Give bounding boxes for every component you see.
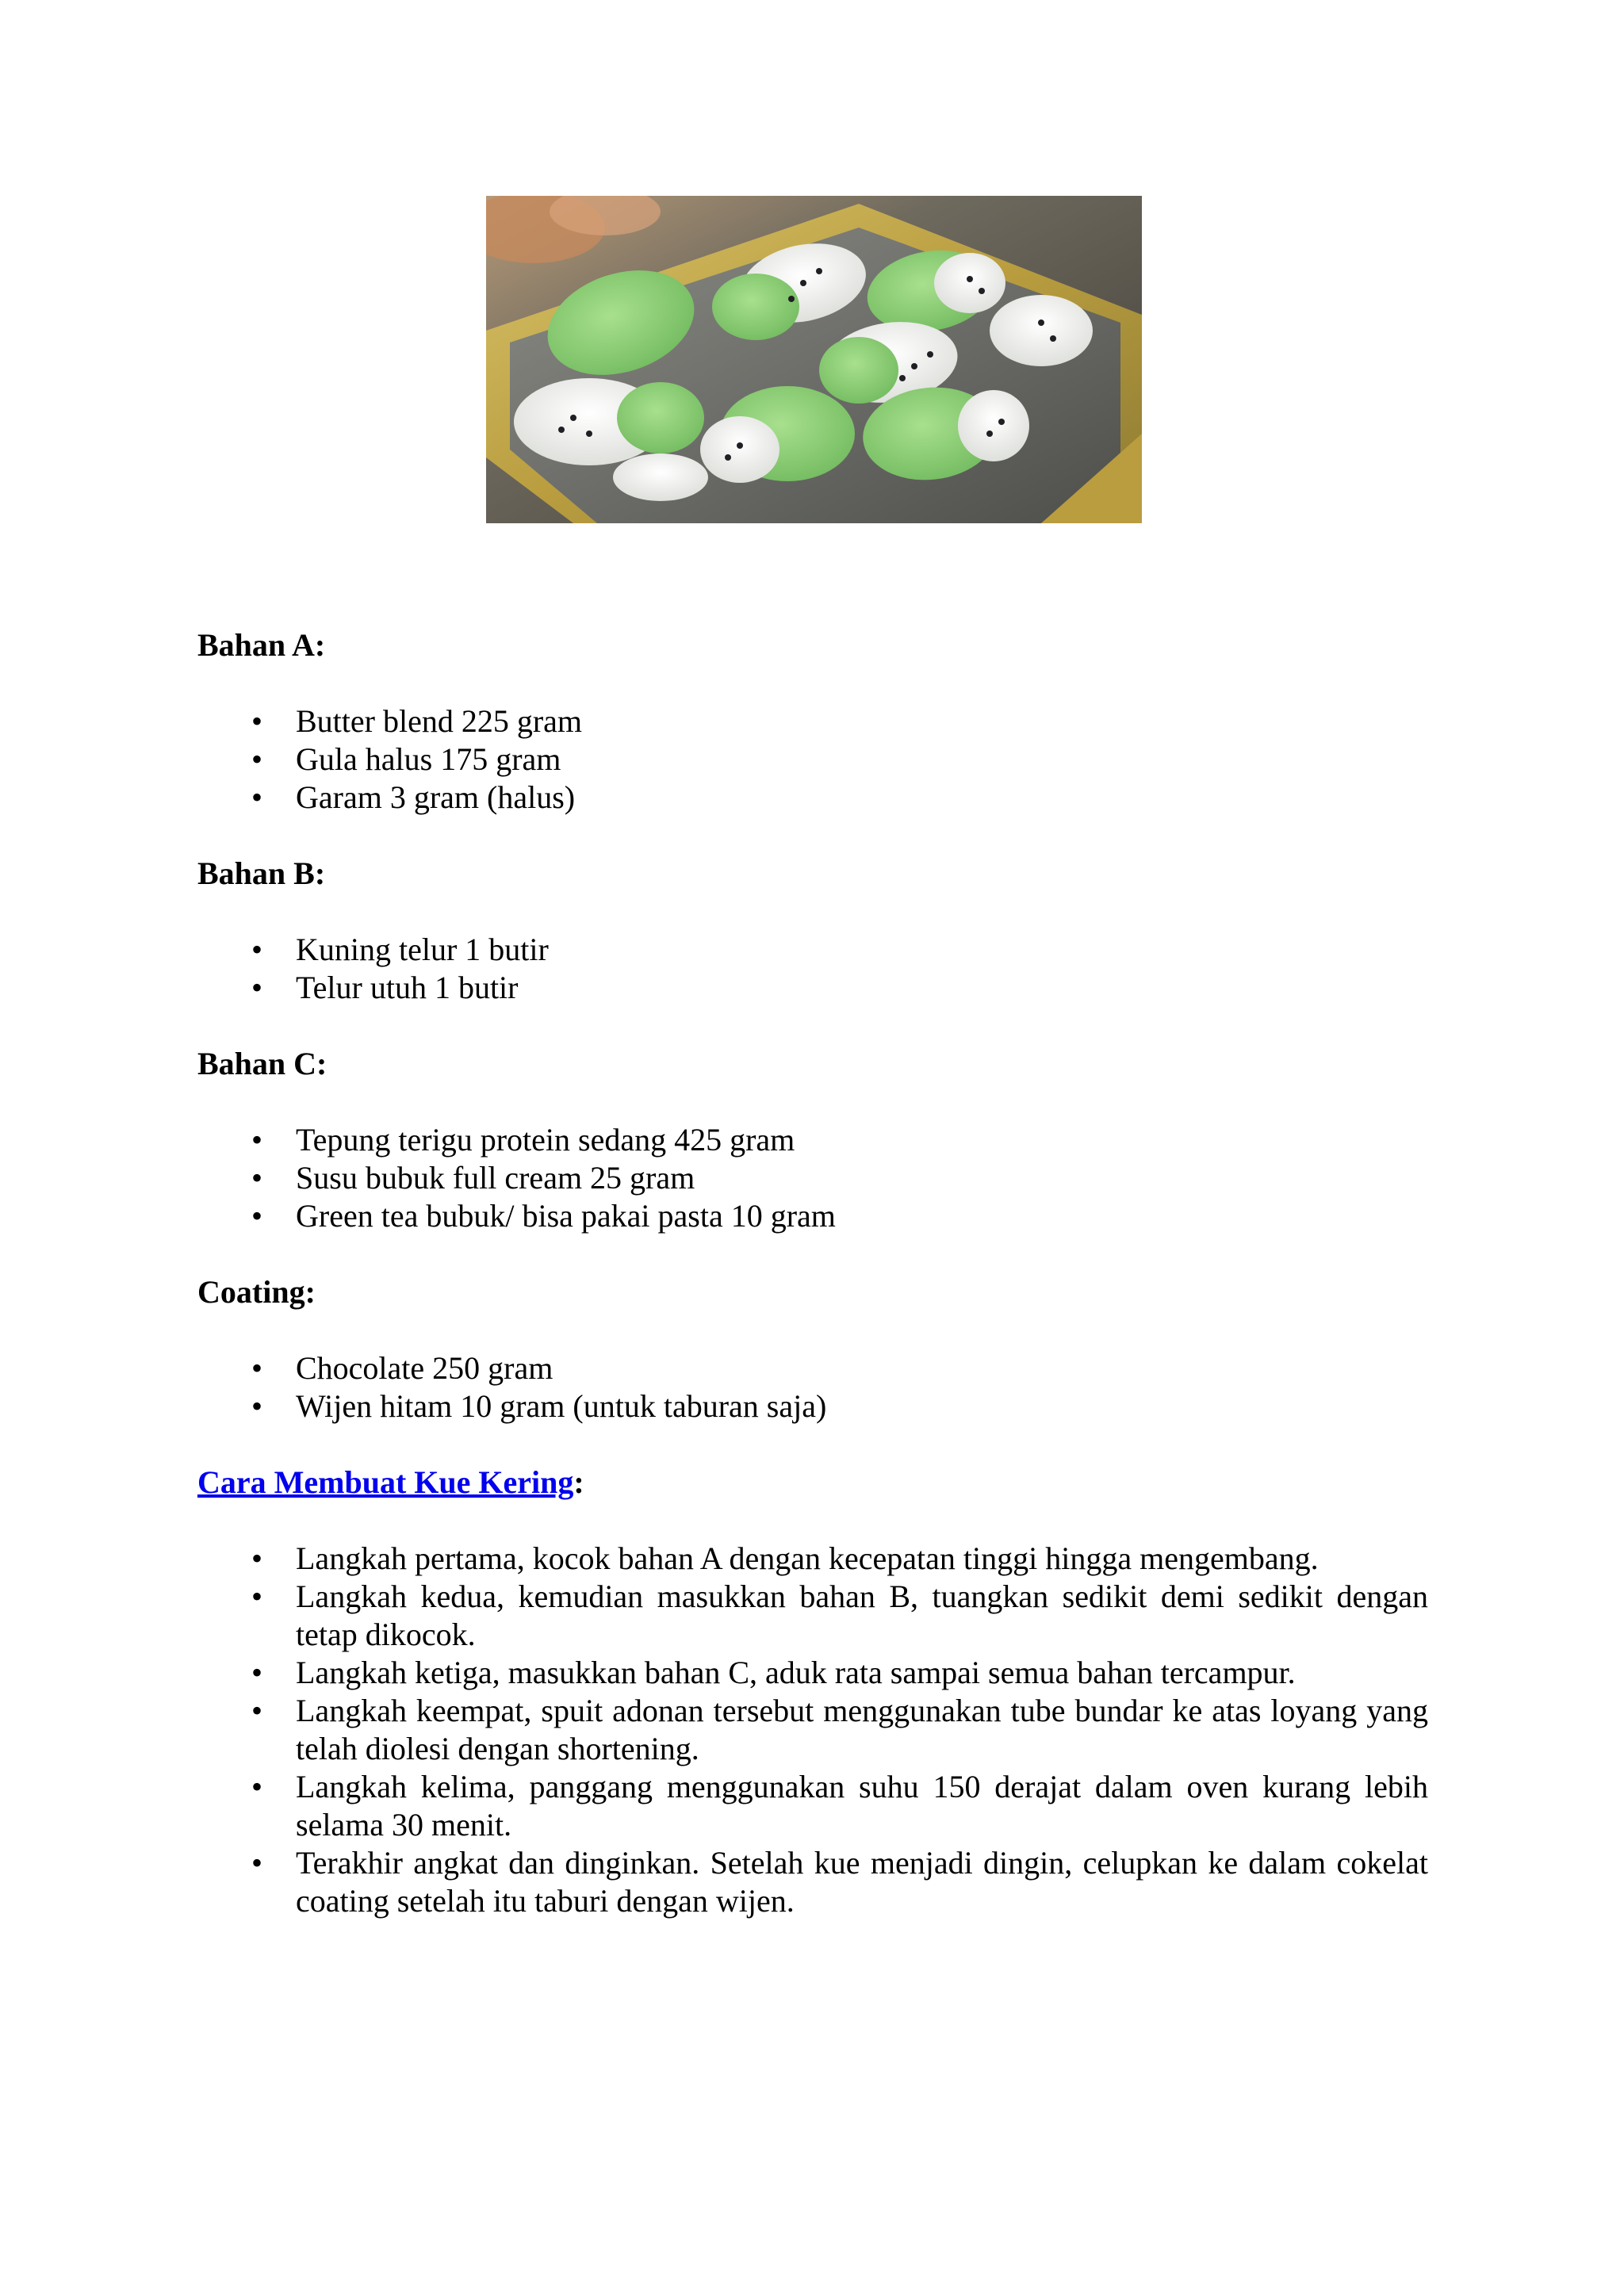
list-item: [197, 1121, 1428, 1159]
ingredient-list: [197, 1349, 1428, 1425]
section-heading: Bahan C:: [197, 1046, 327, 1081]
steps-list: [197, 1540, 1428, 1920]
bullet-icon: •: [251, 1350, 262, 1386]
bullet-icon: •: [251, 1388, 262, 1424]
ingredient-list: [197, 1121, 1428, 1235]
bullet-icon: •: [251, 1693, 262, 1728]
list-item-text: Chocolate 250 gram: [296, 1350, 553, 1386]
section-heading: Bahan B:: [197, 855, 326, 891]
list-item-text: Gula halus 175 gram: [296, 741, 561, 777]
bullet-icon: •: [251, 779, 262, 815]
list-item: [197, 969, 1428, 1007]
list-item-text: Langkah keempat, spuit adonan tersebut menggunakan tube bundar ke atas loyang yang telah diolesi dengan shortening.: [296, 1693, 1428, 1766]
list-item-text: Telur utuh 1 butir: [296, 970, 519, 1005]
bullet-icon: •: [251, 703, 262, 739]
bullet-icon: •: [251, 1578, 262, 1614]
bullet-icon: •: [251, 932, 262, 967]
bullet-icon: •: [251, 1540, 262, 1576]
list-item: [197, 1349, 1428, 1387]
section-bahan-b: [197, 855, 1428, 1007]
list-item: [197, 779, 1428, 817]
list-item: [197, 1692, 1428, 1768]
section-bahan-a: [197, 626, 1428, 817]
list-item: [197, 702, 1428, 740]
list-item-text: Tepung terigu protein sedang 425 gram: [296, 1122, 795, 1158]
list-item-text: Langkah ketiga, masukkan bahan C, aduk rata sampai semua bahan tercampur.: [296, 1655, 1296, 1690]
list-item: [197, 1159, 1428, 1197]
list-item-text: Susu bubuk full cream 25 gram: [296, 1160, 695, 1196]
list-item: [197, 1578, 1428, 1654]
bullet-icon: •: [251, 1845, 262, 1881]
steps-heading: [197, 1464, 1428, 1502]
bullet-icon: •: [251, 970, 262, 1005]
list-item: [197, 1844, 1428, 1920]
list-item: [197, 931, 1428, 969]
list-item-text: Langkah pertama, kocok bahan A dengan kecepatan tinggi hingga mengembang.: [296, 1540, 1319, 1576]
bullet-icon: •: [251, 1160, 262, 1196]
list-item: [197, 1654, 1428, 1692]
list-item-text: Terakhir angkat dan dinginkan. Setelah kue menjadi dingin, celupkan ke dalam cokelat coating setelah itu taburi dengan wijen.: [296, 1845, 1428, 1919]
section-coating: [197, 1273, 1428, 1425]
list-item-text: Butter blend 225 gram: [296, 703, 583, 739]
list-item: [197, 1197, 1428, 1235]
cookie-tray-photo: [486, 196, 1142, 523]
ingredient-list: [197, 931, 1428, 1007]
section-heading: Coating:: [197, 1274, 316, 1310]
list-item: [197, 1387, 1428, 1425]
heading-suffix: :: [573, 1464, 584, 1500]
list-item-text: Langkah kedua, kemudian masukkan bahan B, tuangkan sedikit demi sedikit dengan tetap dikocok.: [296, 1578, 1428, 1652]
list-item: [197, 1540, 1428, 1578]
section-cara-membuat: [197, 1464, 1428, 1920]
recipe-content: [197, 626, 1428, 1958]
cara-membuat-link[interactable]: Cara Membuat Kue Kering: [197, 1464, 574, 1500]
list-item-text: Langkah kelima, panggang menggunakan suhu 150 derajat dalam oven kurang lebih selama 30 menit.: [296, 1769, 1428, 1843]
list-item: [197, 740, 1428, 779]
list-item-text: Green tea bubuk/ bisa pakai pasta 10 gram: [296, 1198, 836, 1234]
bullet-icon: •: [251, 1655, 262, 1690]
section-bahan-c: [197, 1045, 1428, 1235]
list-item-text: Kuning telur 1 butir: [296, 932, 549, 967]
bullet-icon: •: [251, 1198, 262, 1234]
bullet-icon: •: [251, 1122, 262, 1158]
bullet-icon: •: [251, 1769, 262, 1804]
section-heading: Bahan A:: [197, 627, 326, 663]
list-item: [197, 1768, 1428, 1844]
list-item-text: Wijen hitam 10 gram (untuk taburan saja): [296, 1388, 827, 1424]
ingredient-list: [197, 702, 1428, 817]
list-item-text: Garam 3 gram (halus): [296, 779, 576, 815]
bullet-icon: •: [251, 741, 262, 777]
cookie-tray-illustration: [486, 196, 1142, 523]
